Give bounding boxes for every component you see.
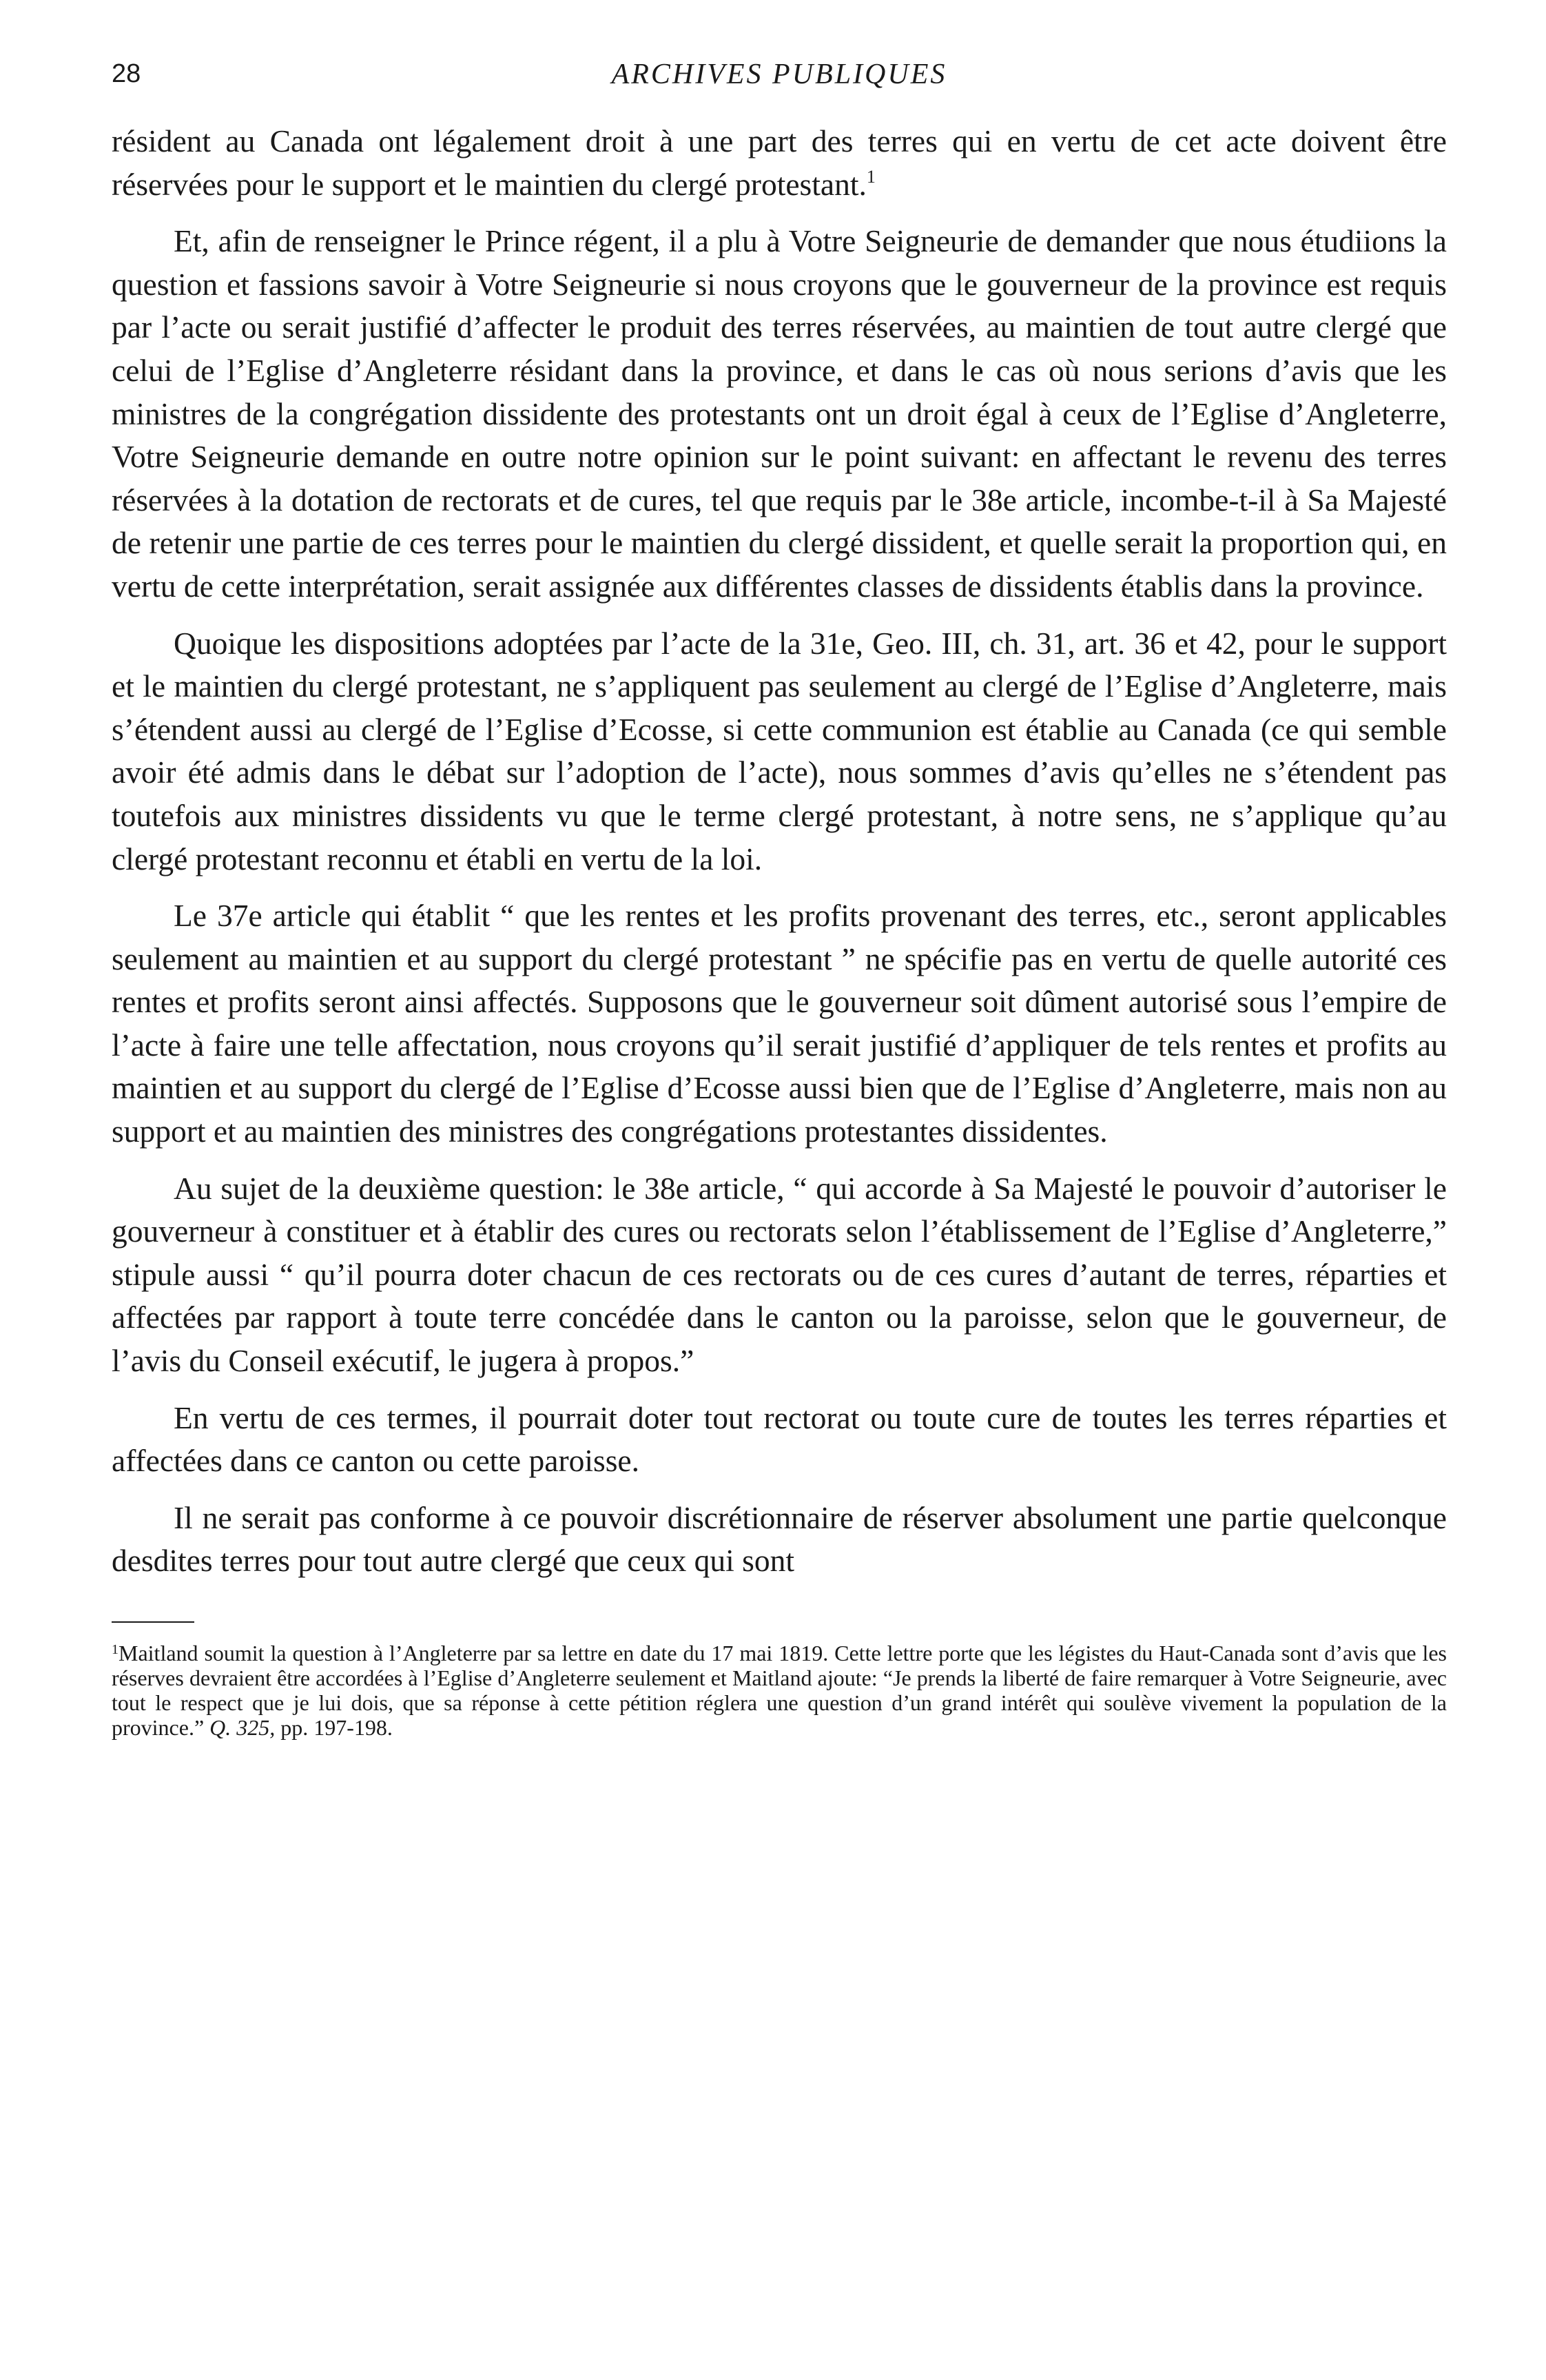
footnote-reference[interactable]: 1 xyxy=(866,166,876,187)
footnote-text: Maitland soumit la question à l’Angleterre par sa lettre en date du 17 mai 1819. Cette lettre porte que les légistes du Haut-Canada sont d’avis que les réserves devraient être accordées à l’Eglise d’Angleterre seulement et Maitland ajoute: “Je prends la liberté de faire remarquer à Votre Seigneurie, avec tout le respect que je lui dois, que sa réponse à cette pétition réglera une question d’un grand intérêt qui soulève vivement la population de la province.” xyxy=(112,1641,1447,1740)
paragraph: Au sujet de la deuxième question: le 38e article, “ qui accorde à Sa Majesté le pouvoir d’autoriser le gouverneur à constituer et à établir des cures ou rectorats selon l’établissement de l’Eglise d’Angleterre,” stipule aussi “ qu’il pourra doter chacun de ces rectorats ou de ces cures d’autant de terres, réparties et affectées par rapport à toute terre concédée dans le canton ou la paroisse, selon que le gouverneur, de l’avis du Conseil exécutif, le jugera à propos.” xyxy=(112,1170,1447,1379)
footnote-citation: Q. 325, xyxy=(209,1715,276,1740)
footnote xyxy=(112,1641,1447,1740)
paragraph: Quoique les dispositions adoptées par l’acte de la 31e, Geo. III, ch. 31, art. 36 et 42, pour le support et le maintien du clergé protestant, ne s’appliquent pas seulement au clergé de l’Eglise d’Angleterre, mais s’étendent aussi au clergé de l’Eglise d’Ecosse, si cette communion est établie au Canada (ce qui semble avoir été admis dans le débat sur l’adoption de l’acte), nous sommes d’avis qu’elles ne s’étendent pas toutefois aux ministres dissidents vu que le terme clergé protestant, à notre sens, ne s’applique qu’au clergé protestant reconnu et établi en vertu de la loi. xyxy=(112,625,1447,876)
paragraph: Le 37e article qui établit “ que les rentes et les profits provenant des terres, etc., seront applicables seulement au maintien et au support du clergé protestant ” ne spécifie pas en vertu de quelle autorité ces rentes et profits seront ainsi affectés. Supposons que le gouverneur soit dûment autorisé sous l’empire de l’acte à faire une telle affectation, nous croyons qu’il serait justifié d’appliquer de tels rentes et profits au maintien et au support du clergé de l’Eglise d’Ecosse aussi bien que de l’Eglise d’Angleterre, mais non au support et au maintien des ministres des congrégations protestantes dissidentes. xyxy=(112,898,1447,1149)
paragraph: Il ne serait pas conforme à ce pouvoir discrétionnaire de réserver absolument une partie quelconque desdites terres pour tout autre clergé que ceux qui sont xyxy=(112,1499,1447,1579)
running-title: ARCHIVES PUBLIQUES xyxy=(611,59,947,90)
page-number: 28 xyxy=(112,59,141,88)
document-page xyxy=(112,48,1447,1740)
footnote-pages: pp. 197-198. xyxy=(280,1715,393,1740)
body-text xyxy=(112,120,1447,1583)
footnote-mark: 1 xyxy=(112,1642,118,1657)
paragraph-text: résident au Canada ont légalement droit à une part des terres qui en vertu de cet acte doivent être réservées pour le support et le maintien du clergé protestant. xyxy=(112,123,1447,202)
running-head xyxy=(112,48,1447,103)
paragraph: Et, afin de renseigner le Prince régent, il a plu à Votre Seigneurie de demander que nous étudiions la question et fassions savoir à Votre Seigneurie si nous croyons que le gouverneur de la province est requis par l’acte ou serait justifié d’affecter le produit des terres réservées, au maintien de tout autre clergé que celui de l’Eglise d’Angleterre résidant dans la province, et dans le cas où nous serions d’avis que les ministres de la congrégation dissidente des protestants ont un droit égal à ceux de l’Eglise d’Angleterre, Votre Seigneurie demande en outre notre opinion sur le point suivant: en affectant le revenu des terres réservées à la dotation de rectorats et de cures, tel que requis par le 38e article, incombe-t-il à Sa Majesté de retenir une partie de ces terres pour le maintien du clergé dissident, et quelle serait la proportion qui, en vertu de cette interprétation, serait assignée aux différentes classes de dissidents établis dans la province. xyxy=(112,223,1447,604)
paragraph: En vertu de ces termes, il pourrait doter tout rectorat ou toute cure de toutes les terres réparties et affectées dans ce canton ou cette paroisse. xyxy=(112,1399,1447,1479)
paragraph xyxy=(112,120,1447,206)
footnote-divider xyxy=(112,1621,194,1623)
